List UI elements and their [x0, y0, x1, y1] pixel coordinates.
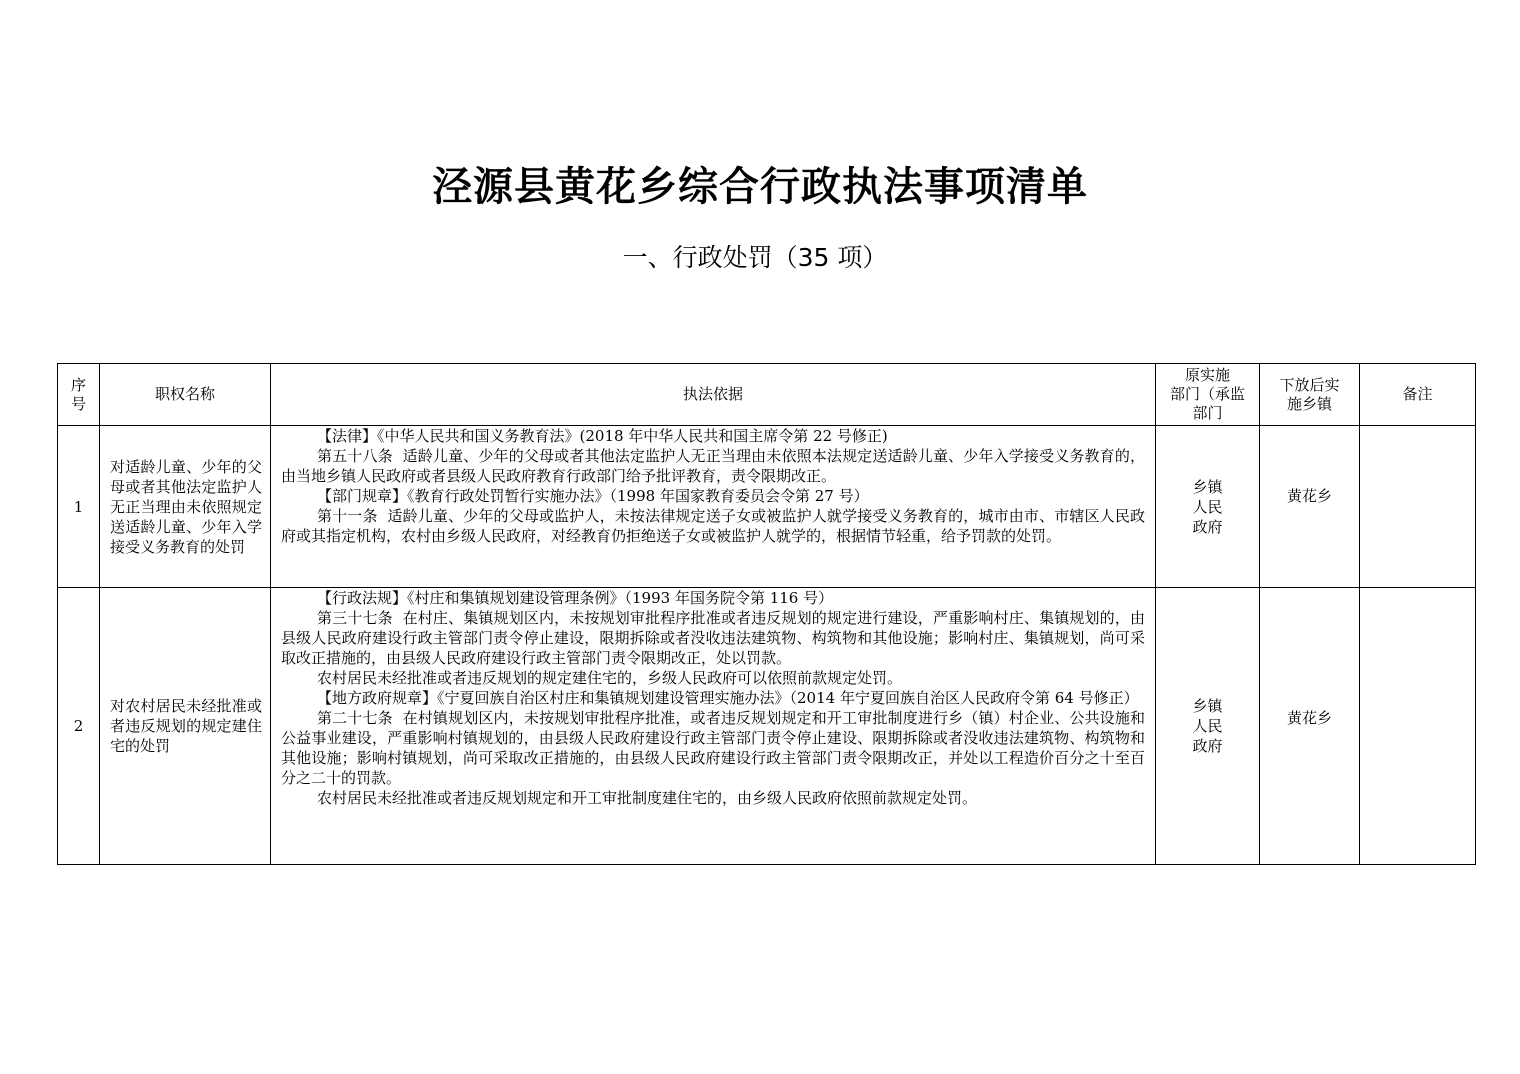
header-town-line: 施乡镇: [1286, 394, 1332, 413]
power-name: 对适龄儿童、少年的父母或者其他法定监护人无正当理由未依照规定送适龄儿童、少年入学接受义务教育的处罚: [100, 426, 271, 588]
row-number: 1: [58, 426, 100, 588]
power-name: 对农村居民未经批准或者违反规划的规定建住宅的处罚: [100, 588, 271, 865]
basis-paragraph: 农村居民未经批准或者违反规划的规定建住宅的，乡级人民政府可以依照前款规定处罚。: [317, 669, 903, 687]
basis-paragraph: 【部门规章】《教育行政处罚暂行实施办法》（1998 年国家教育委员会令第 27 号）: [317, 487, 869, 505]
row-number: 2: [58, 588, 100, 865]
header-no: [58, 364, 100, 426]
remarks: [1360, 588, 1476, 865]
original-department: [1156, 588, 1260, 865]
department-line: 乡镇: [1192, 477, 1223, 496]
header-orig-dept-line: 原实施: [1184, 366, 1230, 384]
remarks: [1360, 426, 1476, 588]
basis-paragraph: 第十一条 适龄儿童、少年的父母或监护人，未按法律规定送子女或被监护人就学接受义务教育的，城市由市、市辖区人民政府或其指定机构，农村由乡级人民政府，对经教育仍拒绝送子女或被监护人就学的，根据情节轻重，给予罚款的处罚。: [281, 507, 1145, 545]
header-no-line: 序: [70, 375, 86, 394]
legal-basis: [271, 426, 1156, 588]
header-note: 备注: [1360, 364, 1476, 426]
original-department: [1156, 426, 1260, 588]
header-orig-dept-line: 部门: [1192, 404, 1223, 422]
table-header-row: [58, 364, 1476, 426]
basis-paragraph: 第三十七条 在村庄、集镇规划区内，未按规划审批程序批准或者违反规划的规定进行建设，严重影响村庄、集镇规划的，由县级人民政府建设行政主管部门责令停止建设，限期拆除或者没收违法建筑物、构筑物和其他设施；影响村庄、集镇规划，尚可采取改正措施的，由县级人民政府建设行政主管部门责令限期改正，处以罚款。: [281, 609, 1145, 667]
header-town-line: 下放后实: [1279, 375, 1340, 394]
section-title: 一、行政处罚（35 项）: [622, 243, 888, 272]
department-line: 政府: [1192, 517, 1223, 536]
document-title: 泾源县黄花乡综合行政执法事项清单: [432, 163, 1088, 210]
delegated-town: 黄花乡: [1260, 588, 1360, 865]
basis-paragraph: 第二十七条 在村镇规划区内，未按规划审批程序批准，或者违反规划规定和开工审批制度进行乡（镇）村企业、公共设施和公益事业建设，严重影响村镇规划的，由县级人民政府建设行政主管部门责令停止建设、限期拆除或者没收违法建筑物、构筑物和其他设施；影响村镇规划，尚可采取改正措施的，由县级人民政府建设行政主管部门责令限期改正，并处以工程造价百分之十至百分之二十的罚款。: [281, 709, 1145, 787]
header-orig-dept: [1156, 364, 1260, 426]
basis-paragraph: 农村居民未经批准或者违反规划规定和开工审批制度建住宅的，由乡级人民政府依照前款规定处罚。: [317, 789, 978, 807]
header-basis: 执法依据: [271, 364, 1156, 426]
basis-paragraph: 【行政法规】《村庄和集镇规划建设管理条例》（1993 年国务院令第 116 号）: [317, 589, 834, 607]
department-line: 乡镇: [1192, 697, 1223, 715]
delegated-town: 黄花乡: [1260, 426, 1360, 588]
header-no-line: 号: [70, 394, 86, 413]
header-orig-dept-line: 部门（承监: [1169, 385, 1245, 403]
legal-basis: [271, 588, 1156, 865]
department-line: 政府: [1192, 737, 1223, 755]
basis-paragraph: 第五十八条 适龄儿童、少年的父母或者其他法定监护人无正当理由未依照本法规定送适龄儿童、少年入学接受义务教育的，由当地乡镇人民政府或者县级人民政府教育行政部门给予批评教育，责令限期改正。: [281, 447, 1145, 485]
table-row: [58, 426, 1476, 588]
basis-paragraph: 【法律】《中华人民共和国义务教育法》(2018 年中华人民共和国主席令第 22 号修正): [317, 427, 888, 445]
department-line: 人民: [1192, 717, 1223, 735]
basis-paragraph: 【地方政府规章】《宁夏回族自治区村庄和集镇规划建设管理实施办法》（2014 年宁夏回族自治区人民政府令第 64 号修正）: [317, 689, 1139, 707]
header-name: 职权名称: [100, 364, 271, 426]
enforcement-items-table: [57, 363, 1476, 865]
department-line: 人民: [1192, 497, 1223, 516]
table-row: [58, 588, 1476, 865]
header-town: [1260, 364, 1360, 426]
